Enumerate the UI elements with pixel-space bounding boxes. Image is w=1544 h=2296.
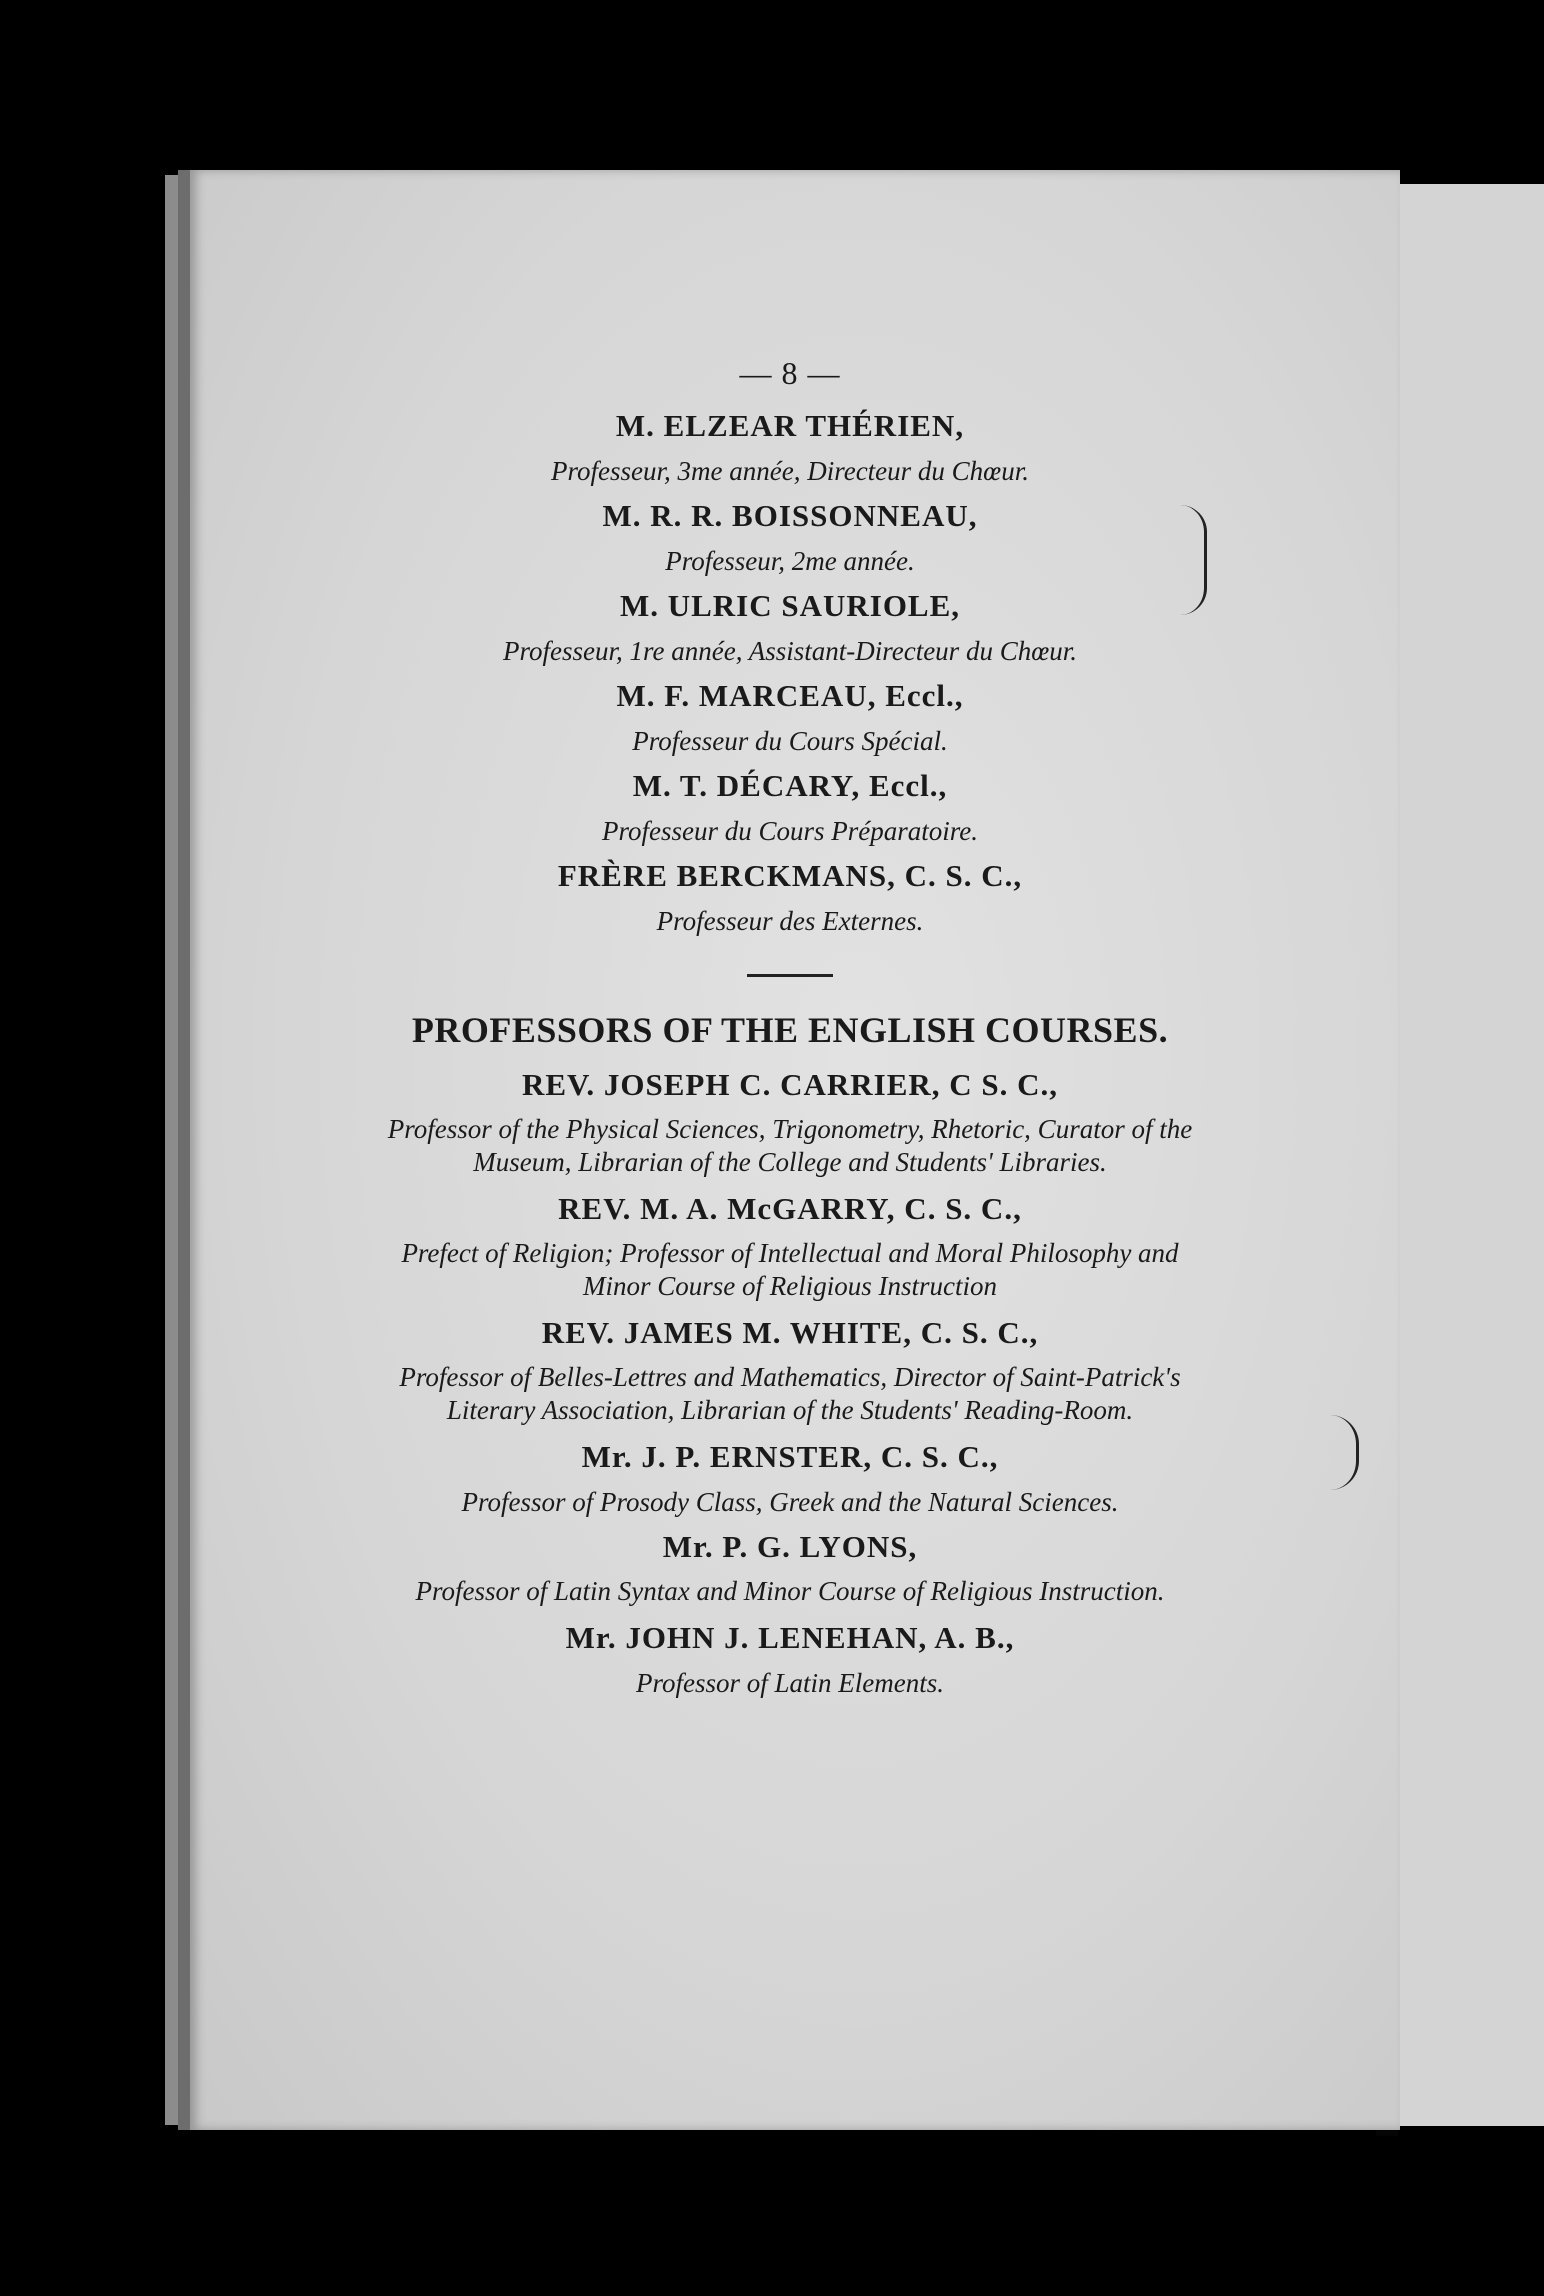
staff-role: Professor of Latin Syntax and Minor Course of Religious Instruction. [415, 1576, 1165, 1606]
staff-name: REV. M. A. McGARRY, C. S. C., [558, 1191, 1022, 1226]
staff-role: Professor of Prosody Class, Greek and the Natural Sciences. [461, 1487, 1119, 1517]
staff-name: Mr. P. G. LYONS, [662, 1529, 918, 1564]
staff-role: Professeur, 2me année. [665, 546, 915, 576]
french-staff-list [360, 402, 1220, 942]
page-content [360, 355, 1220, 1704]
page-edge [165, 175, 179, 2125]
staff-role: Professor of Belles-Lettres and Mathematics, Director of Saint-Patrick's Literary Association, Librarian of the Students' Reading-Room. [399, 1362, 1181, 1425]
staff-name: M. R. R. BOISSONNEAU, [602, 498, 978, 533]
staff-role: Professeur du Cours Préparatoire. [602, 816, 978, 846]
staff-role: Professor of Latin Elements. [636, 1668, 944, 1698]
staff-role: Professor of the Physical Sciences, Trigonometry, Rhetoric, Curator of the Museum, Librarian of the College and Students' Libraries. [387, 1114, 1193, 1177]
staff-name: REV. JOSEPH C. CARRIER, C S. C., [521, 1067, 1059, 1102]
staff-name: M. ULRIC SAURIOLE, [619, 588, 961, 623]
staff-name: M. F. MARCEAU, Eccl., [616, 678, 964, 713]
page-number: — 8 — [739, 355, 841, 391]
staff-name: Mr. J. P. ERNSTER, C. S. C., [581, 1439, 999, 1474]
section-divider [747, 974, 833, 977]
staff-name: M. ELZEAR THÉRIEN, [615, 408, 965, 443]
staff-role: Professeur, 1re année, Assistant-Directeur du Chœur. [503, 636, 1077, 666]
staff-name: REV. JAMES M. WHITE, C. S. C., [541, 1315, 1039, 1350]
staff-name: FRÈRE BERCKMANS, C. S. C., [557, 858, 1023, 893]
staff-role: Prefect of Religion; Professor of Intellectual and Moral Philosophy and Minor Course of Religious Instruction [401, 1238, 1179, 1301]
staff-role: Professeur, 3me année, Directeur du Chœur. [551, 456, 1029, 486]
english-staff-list [380, 1061, 1200, 1704]
staff-role: Professeur du Cours Spécial. [632, 726, 948, 756]
staff-name: Mr. JOHN J. LENEHAN, A. B., [565, 1620, 1015, 1655]
staff-name: M. T. DÉCARY, Eccl., [632, 768, 948, 803]
facing-page-edge [1398, 184, 1544, 2126]
section-heading: PROFESSORS OF THE ENGLISH COURSES. [411, 1010, 1169, 1050]
handwritten-bracket-mark [1180, 505, 1207, 615]
staff-role: Professeur des Externes. [656, 906, 924, 936]
